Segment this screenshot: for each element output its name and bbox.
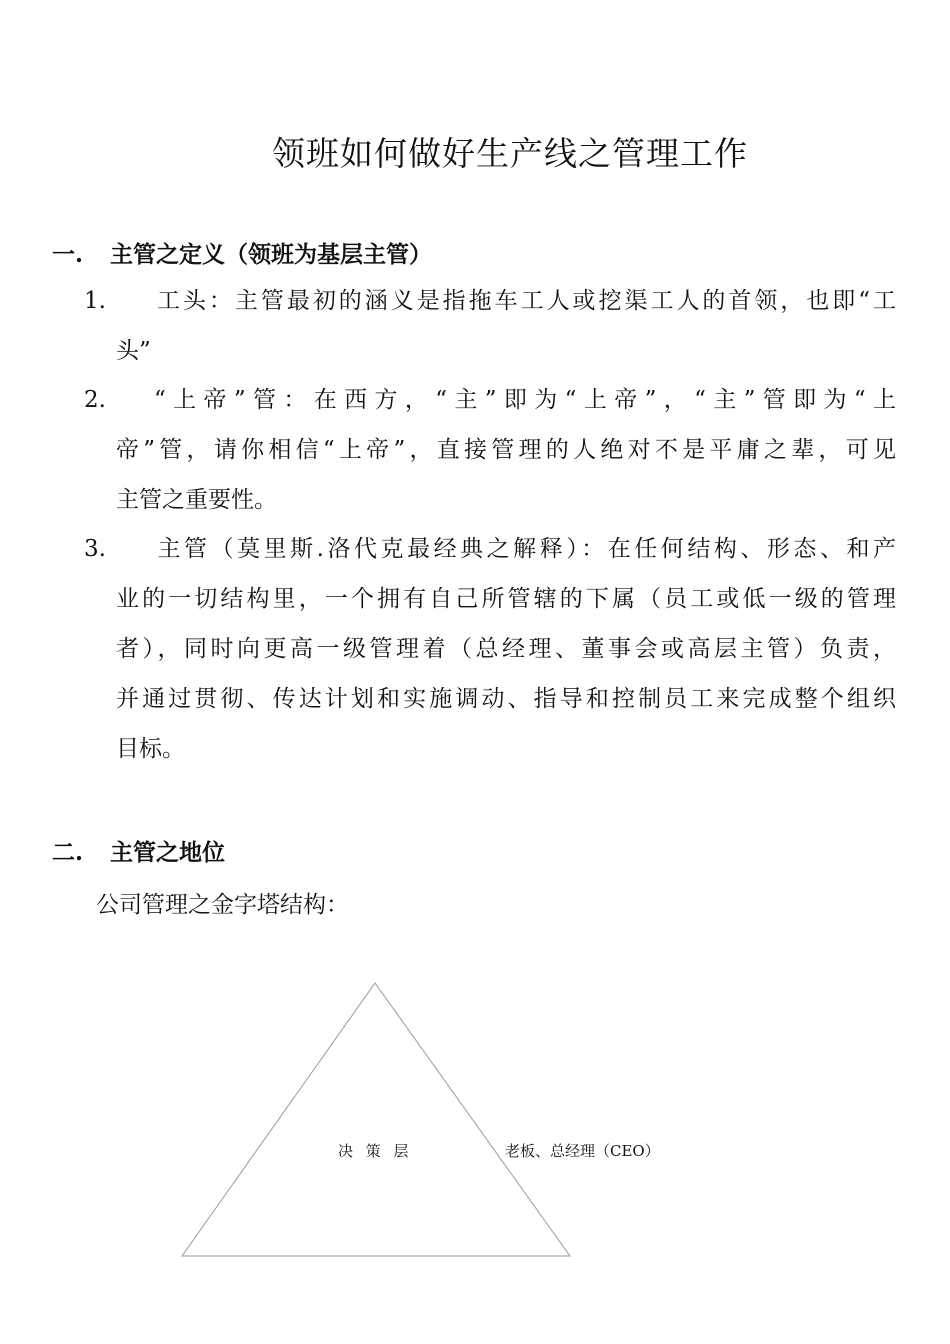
section-2-number: 二. [52, 839, 84, 866]
pyramid-intro: 公司管理之金字塔结构： [96, 892, 349, 918]
list-item-3-line-2: 业的一切结构里，一个拥有自己所管辖的下属（员工或低一级的管理 [116, 586, 896, 612]
pyramid-level-description: 老板、总经理（CEO） [505, 1142, 660, 1160]
section-2-title: 主管之地位 [110, 839, 225, 866]
section-1-number: 一. [52, 241, 84, 268]
pyramid-triangle [182, 983, 570, 1256]
list-item-3-line-1: 3. 主管（莫里斯.洛代克最经典之解释）：在任何结构、形态、和产 [84, 524, 896, 574]
page-title: 领班如何做好生产线之管理工作 [272, 134, 748, 173]
list-item-1-number: 1. [84, 288, 106, 314]
pyramid-level-label: 决 策 层 [338, 1142, 413, 1160]
list-item-2-line-1: 2. “上帝”管：在西方，“主”即为“上帝”，“主”管即为“上 [84, 375, 896, 425]
list-item-1-line-1: 1. 工头：主管最初的涵义是指拖车工人或挖渠工人的首领，也即“工 [84, 276, 896, 326]
list-item-2-line-3: 主管之重要性。 [116, 487, 277, 513]
list-item-2-number: 2. [84, 387, 106, 413]
list-item-3-line-3: 者），同时向更高一级管理着（总经理、董事会或高层主管）负责， [116, 636, 896, 662]
section-1-title: 主管之定义（领班为基层主管） [110, 241, 432, 268]
list-item-3-line-5: 目标。 [116, 736, 185, 762]
list-item-3-number: 3. [84, 536, 106, 562]
list-item-3-line-4: 并通过贯彻、传达计划和实施调动、指导和控制员工来完成整个组织 [116, 686, 896, 712]
list-item-1-line-2: 头” [116, 338, 151, 364]
list-item-2-line-2: 帝”管，请你相信“上帝”，直接管理的人绝对不是平庸之辈，可见 [116, 437, 896, 463]
